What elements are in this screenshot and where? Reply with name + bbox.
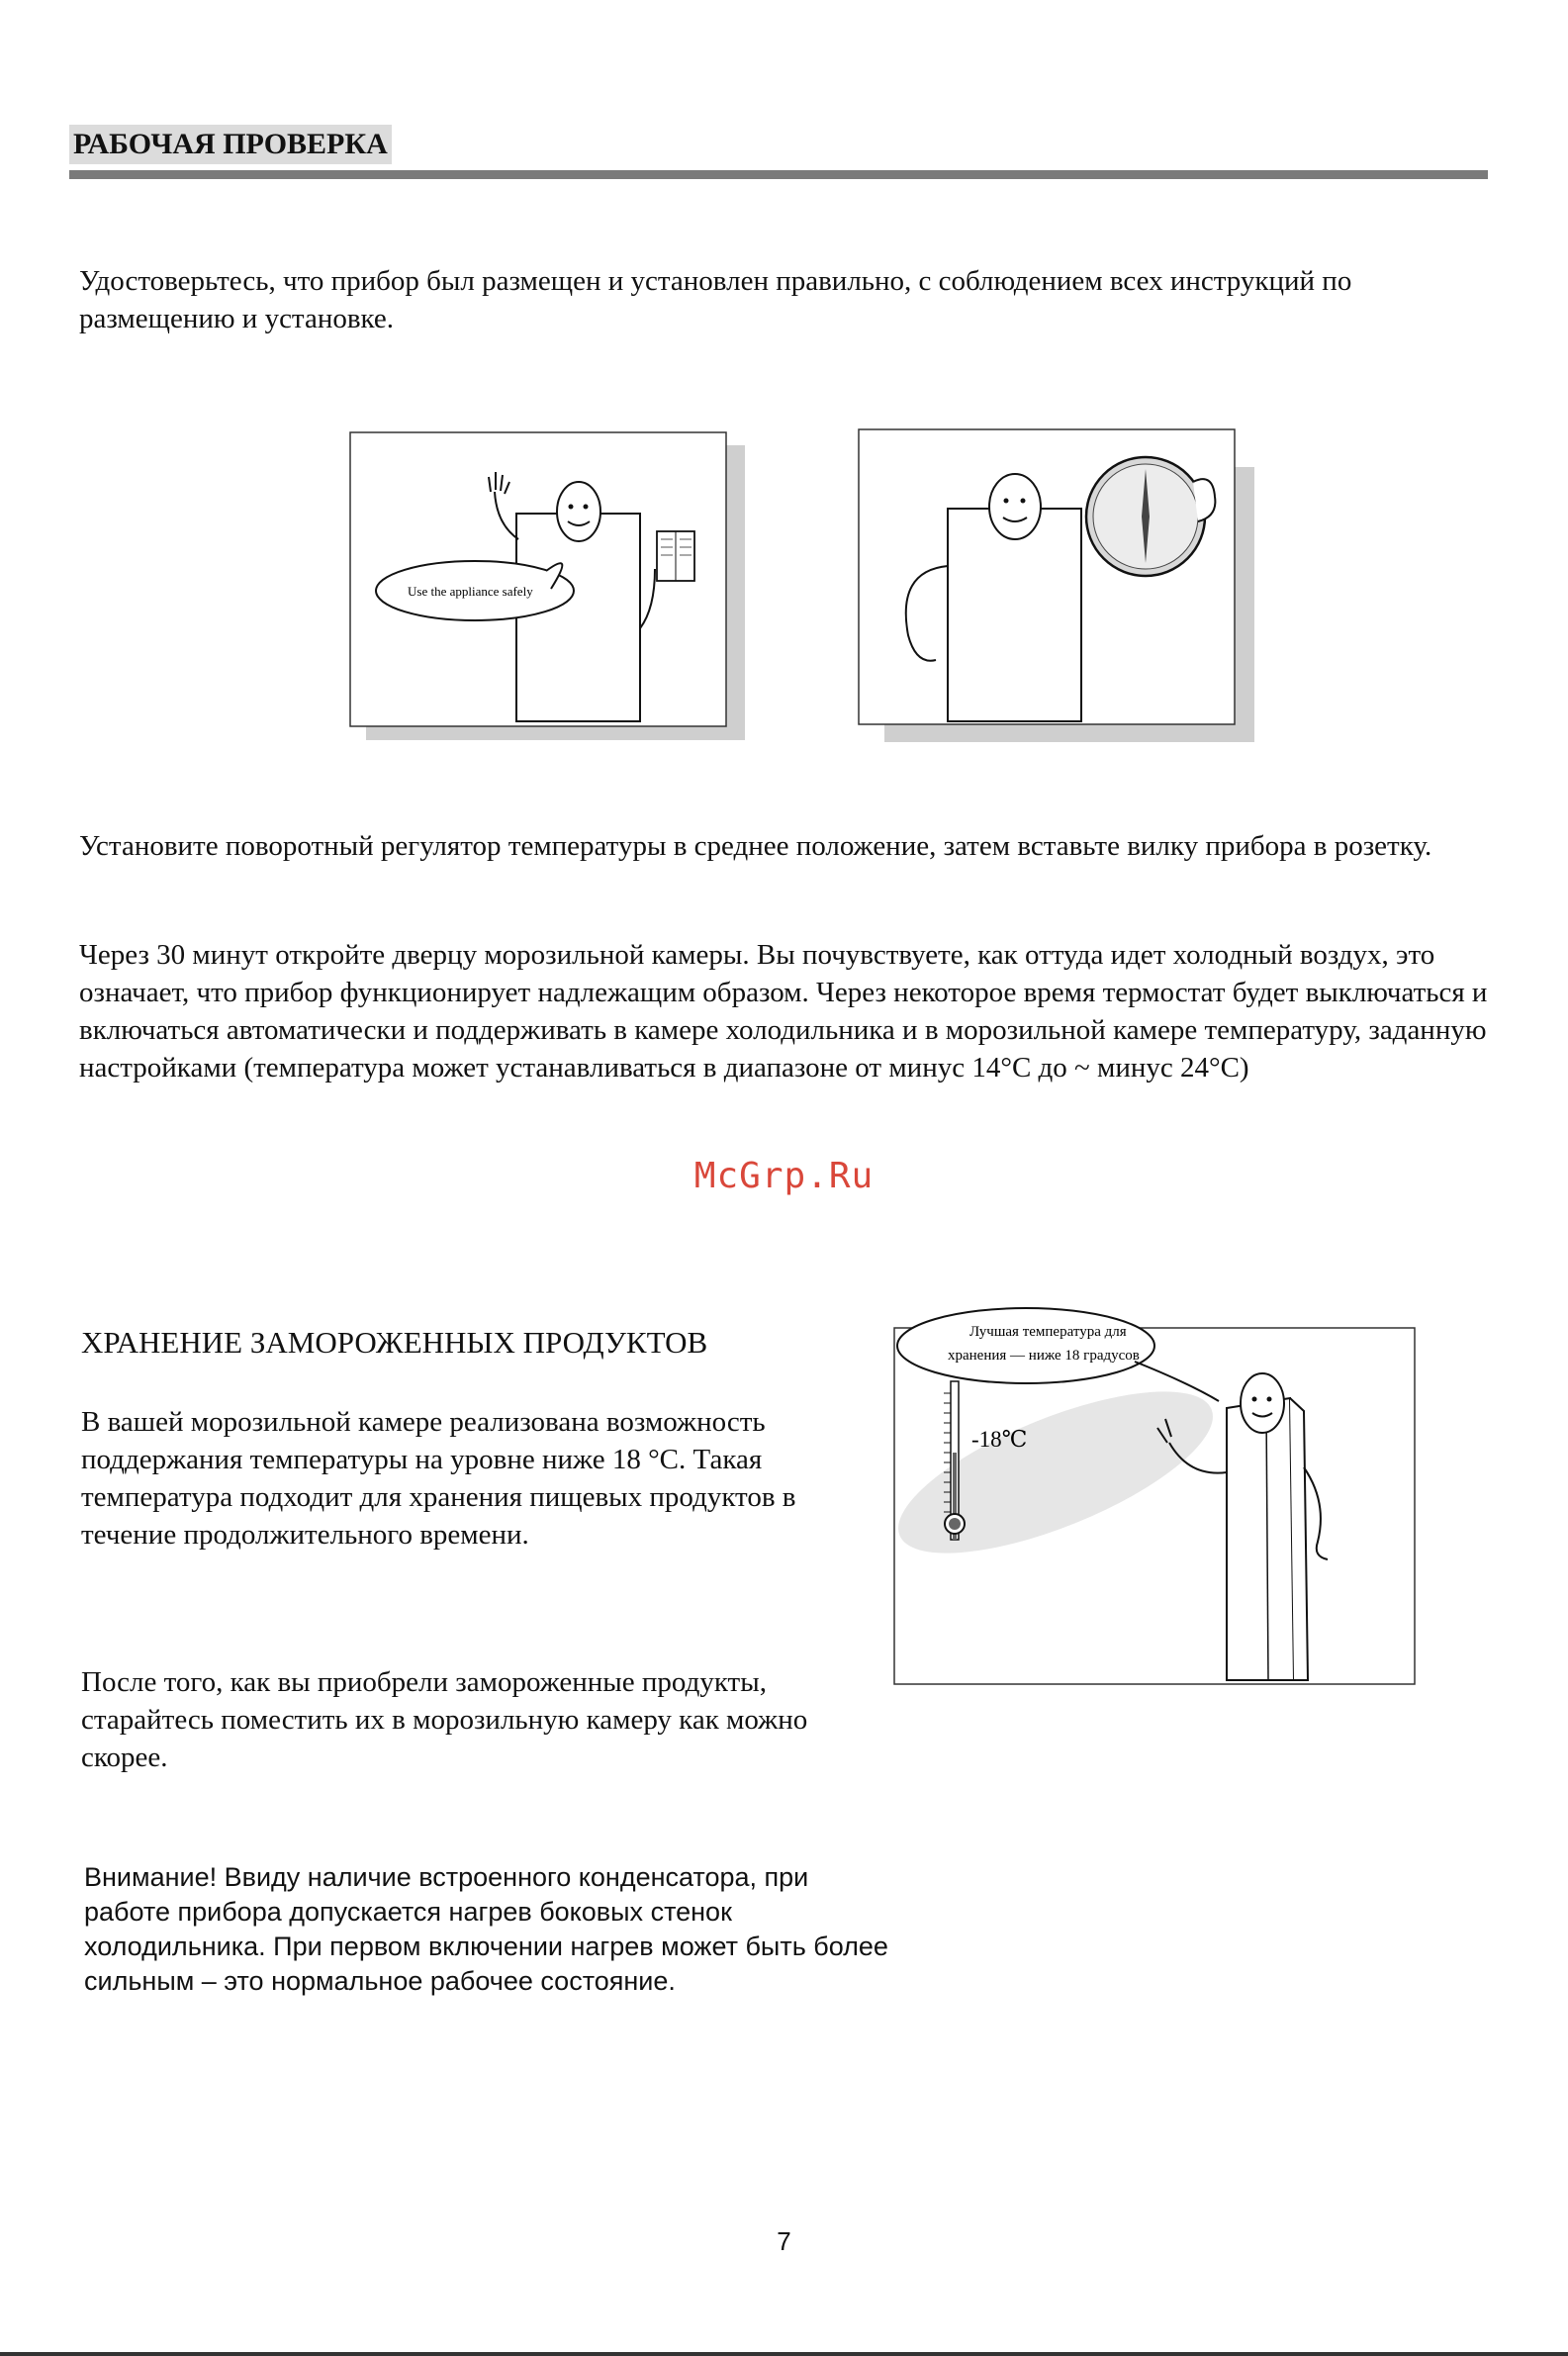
- heading-rule: [69, 170, 1488, 179]
- intro-paragraph: Удостоверьтесь, что прибор был размещен и установлен правильно, с соблюдением всех инструкций по размещению и установке.: [79, 265, 1352, 334]
- illustration-freezer: [892, 1304, 1417, 1690]
- safety-bubble-text: Use the appliance safely: [408, 584, 533, 599]
- illustration-clock: [857, 427, 1257, 744]
- watermark: McGrp.Ru: [693, 1156, 875, 1196]
- page-heading: РАБОЧАЯ ПРОВЕРКА: [69, 125, 392, 164]
- check-paragraph: Через 30 минут откройте дверцу морозильной камеры. Вы почувствуете, как оттуда идет холодный воздух, это означает, что прибор функционирует надлежащим образом. Через некоторое время термостат будет выключаться и включаться автоматически и поддерживать в камере холодильника и в морозильной камере температуру, заданную настройками (температура может устанавливаться в диапазоне от минус 14°C до ~ минус 24°C): [79, 939, 1488, 1084]
- page-number: 7: [777, 2226, 791, 2256]
- frozen-storage-paragraph: В вашей морозильной камере реализована возможность поддержания температуры на уровне ниже 18 °С. Такая температура подходит для хранения пищевых продуктов в течение продолжительного времени.: [81, 1406, 796, 1551]
- frozen-purchase-paragraph: После того, как вы приобрели замороженные продукты, старайтесь поместить их в морозильную камеру как можно скорее.: [81, 1666, 808, 1773]
- thermometer-label: -18℃: [971, 1427, 1028, 1452]
- warning-note: Внимание! Ввиду наличие встроенного конденсатора, при работе прибора допускается нагрев боковых стенок холодильника. При первом включении нагрев может быть более сильным – это нормальное рабочее состояние.: [84, 1862, 888, 1996]
- illustration-safety: [348, 430, 754, 747]
- frozen-section-title: ХРАНЕНИЕ ЗАМОРОЖЕННЫХ ПРОДУКТОВ: [81, 1325, 708, 1360]
- dial-paragraph: Установите поворотный регулятор температуры в среднее положение, затем вставьте вилку прибора в розетку.: [79, 830, 1432, 862]
- page-bottom-edge: [0, 2352, 1568, 2356]
- storage-bubble-line2: хранения — ниже 18 градусов: [948, 1348, 1140, 1364]
- storage-bubble-line1: Лучшая температура для: [969, 1324, 1127, 1340]
